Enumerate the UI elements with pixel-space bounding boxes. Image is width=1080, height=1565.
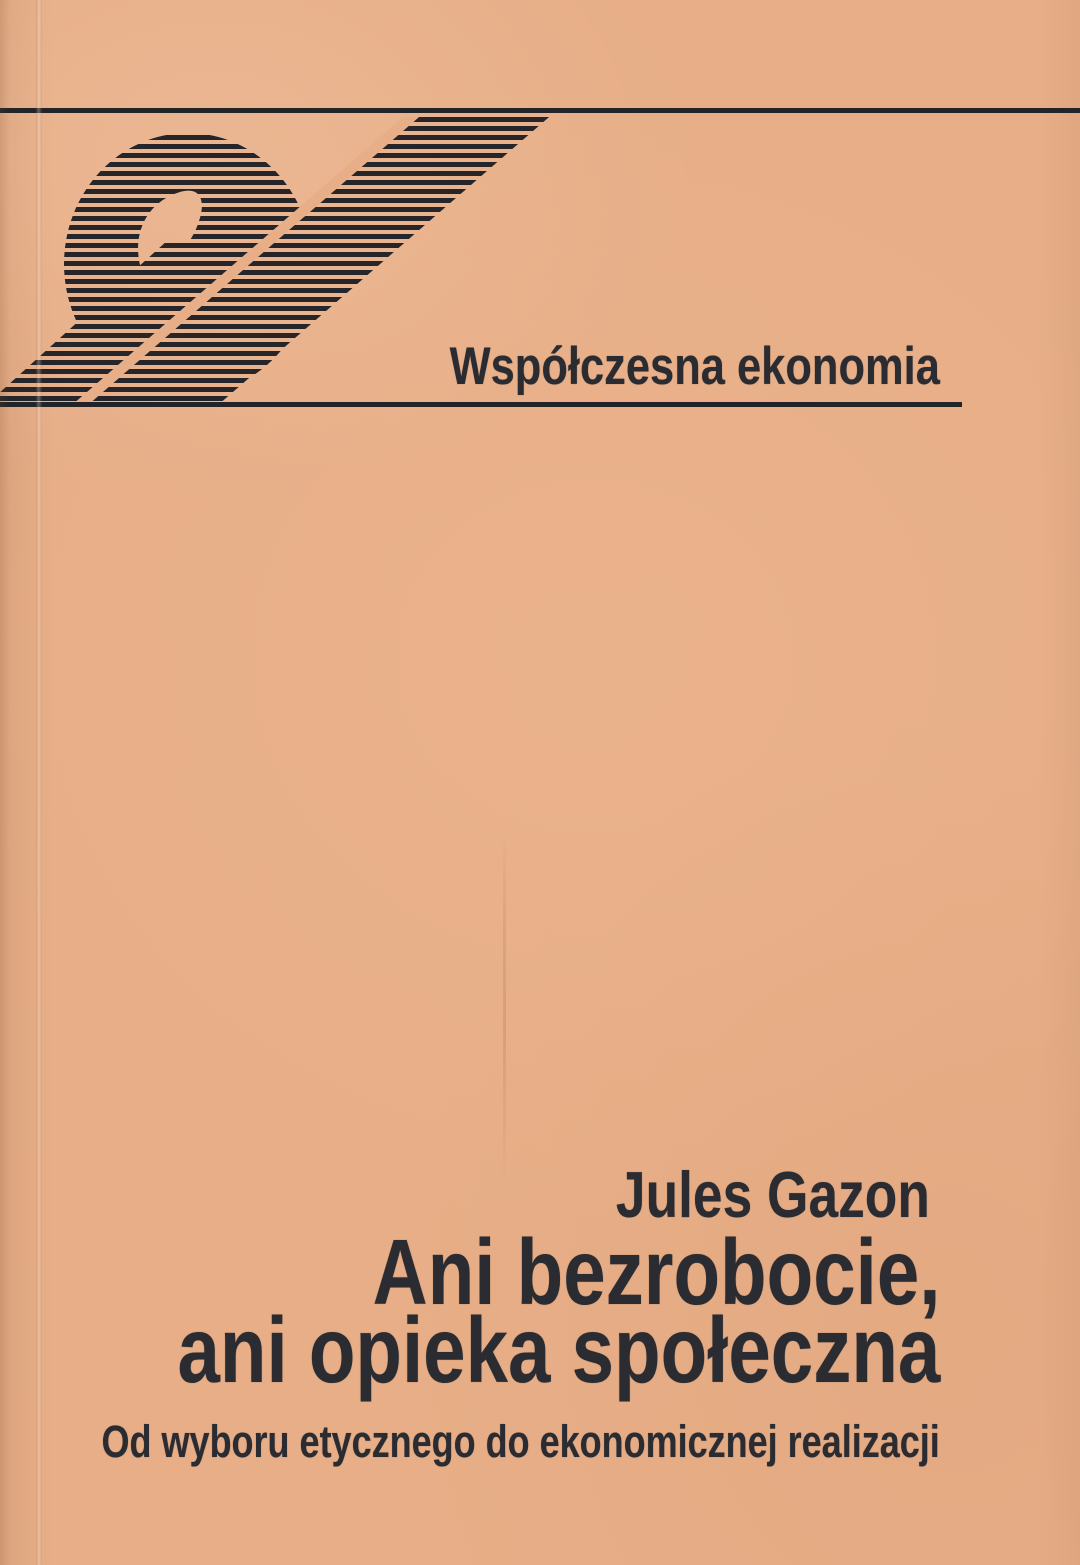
book-title-line1: Ani bezrobocie, — [372, 1220, 940, 1324]
header-rule — [0, 402, 962, 407]
author-name: Jules Gazon — [616, 1158, 930, 1231]
left-edge-shading — [0, 0, 10, 1565]
top-rule — [0, 108, 1080, 113]
spine-crease — [36, 0, 42, 1565]
book-title-line2: ani opieka społeczna — [177, 1298, 940, 1402]
series-title: Współczesna ekonomia — [449, 337, 940, 396]
cover-scratch — [503, 830, 506, 1190]
book-subtitle: Od wyboru etycznego do ekonomicznej realizacji — [101, 1416, 940, 1467]
